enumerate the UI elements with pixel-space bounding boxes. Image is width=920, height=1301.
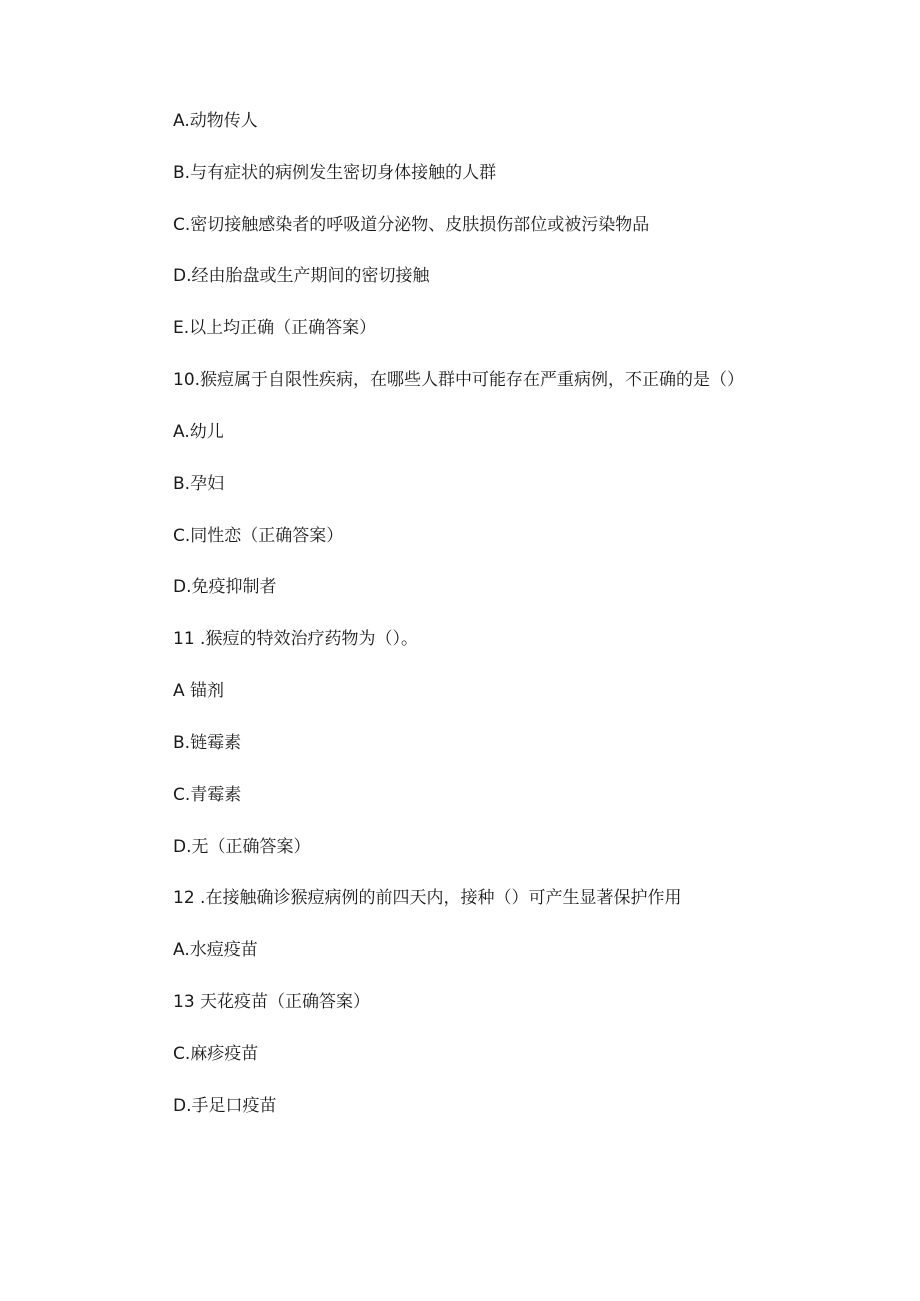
question-line: 12 .在接触确诊猴痘病例的前四天内，接种（）可产生显著保护作用 xyxy=(173,888,682,908)
option-line: E.以上均正确（正确答案） xyxy=(173,318,377,338)
option-line: D.无（正确答案） xyxy=(173,837,311,857)
option-line: B.链霉素 xyxy=(173,733,242,753)
question-line: 10.猴痘属于自限性疾病，在哪些人群中可能存在严重病例，不正确的是（） xyxy=(173,370,745,390)
question-line: 11 .猴痘的特效治疗药物为（）。 xyxy=(173,629,418,649)
option-line: C.同性恋（正确答案） xyxy=(173,526,344,546)
option-line: C.青霉素 xyxy=(173,785,242,805)
option-line: 13 天花疫苗（正确答案） xyxy=(173,992,371,1012)
option-line: B.与有症状的病例发生密切身体接触的人群 xyxy=(173,163,497,183)
option-line: A.水痘疫苗 xyxy=(173,940,258,960)
option-line: D.经由胎盘或生产期间的密切接触 xyxy=(173,266,430,286)
option-line: C.麻疹疫苗 xyxy=(173,1044,259,1064)
option-line: B.孕妇 xyxy=(173,474,225,494)
option-line: D.手足口疫苗 xyxy=(173,1096,277,1116)
option-line: A.幼儿 xyxy=(173,422,224,442)
option-line: D.免疫抑制者 xyxy=(173,577,277,597)
option-line: C.密切接触感染者的呼吸道分泌物、皮肤损伤部位或被污染物品 xyxy=(173,215,650,235)
option-line: A 锚剂 xyxy=(173,681,225,701)
option-line: A.动物传人 xyxy=(173,111,258,131)
